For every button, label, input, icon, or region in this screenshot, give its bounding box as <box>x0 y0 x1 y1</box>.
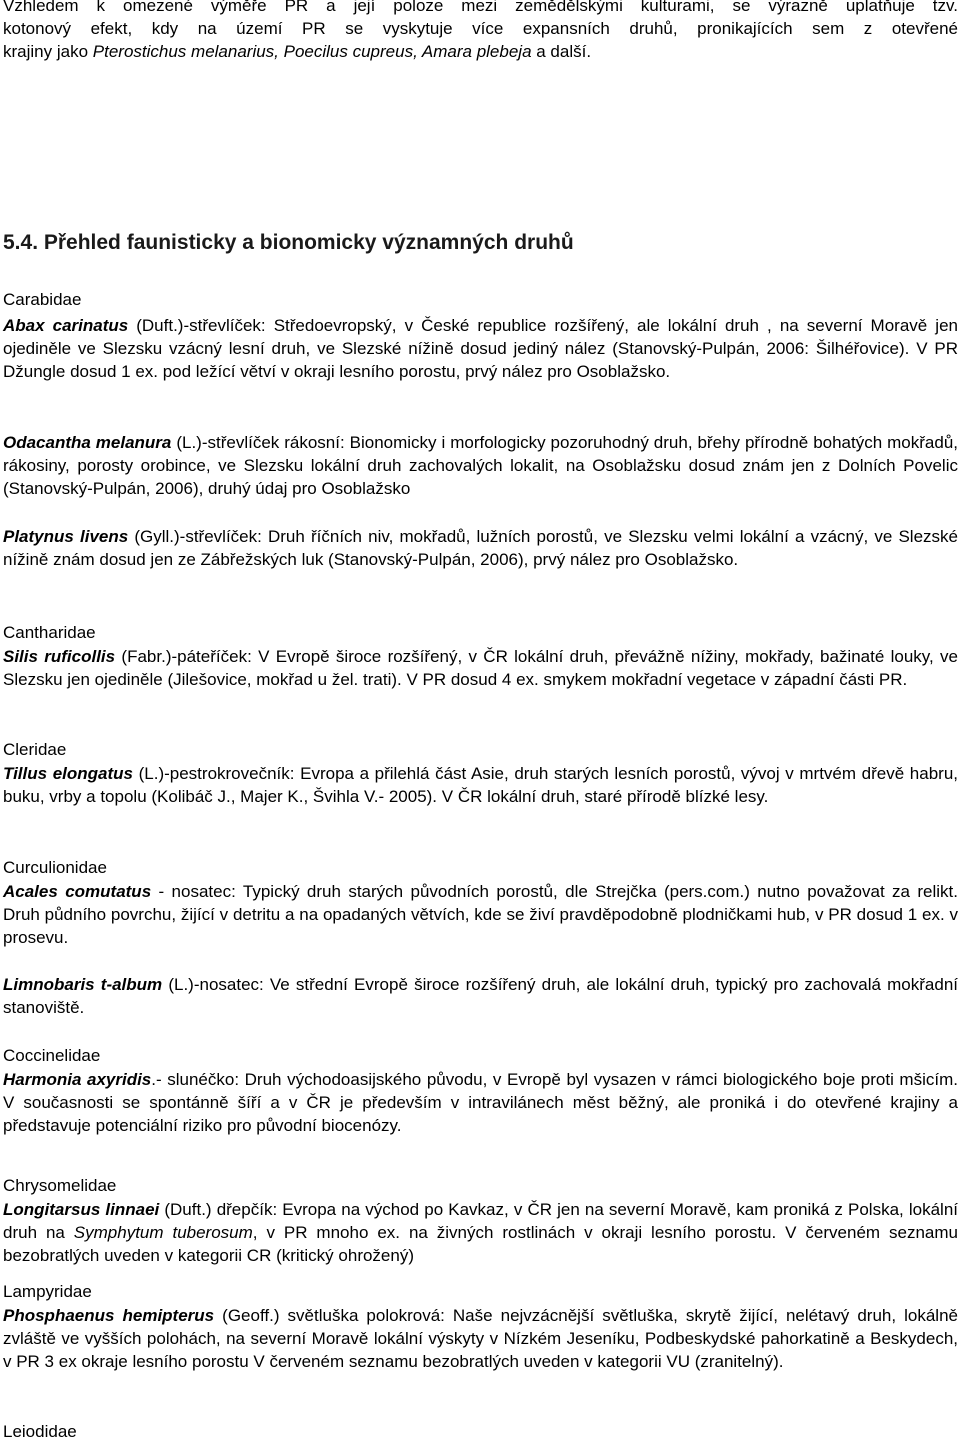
species-name: Longitarsus linnaei <box>3 1200 160 1219</box>
intro-line-1: Vzhledem k omezené výměře PR a její poloze mezi zemědělskými kulturami, se výrazně uplatňuje tzv. <box>3 0 958 15</box>
species-entry-limnobaris: Limnobaris t-album (L.)-nosatec: Ve střední Evropě široce rozšířený druh, ale lokální druh, typický pro zachovalá mokřadní stanoviště. <box>3 975 958 1017</box>
intro-paragraph <box>3 0 958 63</box>
species-name: Limnobaris t-album <box>3 975 163 994</box>
family-curculionidae: Curculionidae <box>3 858 107 877</box>
intro-line-2: kotonový efekt, kdy na území PR se vyskytuje více expansních druhů, pronikajících sem z otevřené <box>3 19 958 38</box>
host-plant-name: Symphytum tuberosum <box>73 1223 253 1242</box>
species-entry-longitarsus: Longitarsus linnaei (Duft.) dřepčík: Evropa na východ po Kavkaz, v ČR jen na severní Moravě, kam proniká z Polska, lokální druh na Symphytum tuberosum, v PR mnoho ex. na živných rostlinách v okraji lesního porostu. V červeném seznamu bezobratlých uveden v kategorii CR (kritický ohrožený) <box>3 1200 959 1265</box>
family-chrysomelidae: Chrysomelidae <box>3 1176 117 1195</box>
species-name: Platynus livens <box>3 527 129 546</box>
species-name: Phosphaenus hemipterus <box>3 1306 215 1325</box>
family-carabidae: Carabidae <box>3 290 82 309</box>
family-coccinelidae: Coccinelidae <box>3 1046 101 1065</box>
species-name: Silis ruficollis <box>3 647 116 666</box>
species-entry-odacantha: Odacantha melanura (L.)-střevlíček rákosní: Bionomicky i morfologicky pozoruhodný druh, břehy přírodně bohatých mokřadů, rákosiny, porosty orobince, ve Slezsku lokální druh zachovalých lokalit, na Osoblažsku dosud znám jen z Dolních Povelic (Stanovský-Pulpán, 2006), druhý údaj pro Osoblažsko <box>3 433 958 498</box>
family-lampyridae: Lampyridae <box>3 1282 92 1301</box>
species-entry-abax: Abax carinatus (Duft.)-střevlíček: Středoevropský, v České republice rozšířený, ale lokální druh , na severní Moravě jen ojediněle ve Slezsku vzácný lesní druh, ve Slezské nížině dosud jediný nález (Stanovský-Pulpán, 2006: Šilhéřovice). V PR Džungle dosud 1 ex. pod ležící větví v okraji lesního porostu, prvý nález pro Osoblažsko. <box>3 316 958 381</box>
species-entry-phosphaenus: Phosphaenus hemipterus (Geoff.) světluška polokrová: Naše nejvzácnější světluška, skrytě žijící, nelétavý druh, lokálně zvláště ve vyšších polohách, na severní Moravě lokální výskyty v Nízkém Jeseníku, Podbeskydské pahorkatině a Beskydech, v PR 3 ex okraje lesního porostu V červeném seznamu bezobratlých uveden v kategorii VU (zranitelný). <box>3 1306 958 1371</box>
species-name: Tillus elongatus <box>3 764 133 783</box>
species-list: Pterostichus melanarius, Poecilus cupreus, Amara plebeja <box>92 42 532 61</box>
species-name: Abax carinatus <box>3 316 129 335</box>
family-leiodidae: Leiodidae <box>3 1422 77 1441</box>
species-entry-acales: Acales comutatus - nosatec: Typický druh starých původních porostů, dle Strejčka (pers.com.) nutno považovat za relikt. Druh půdního povrchu, žijící v detritu a na opadaných větvích, kde se živí pravděpodobně plodničkami hub, v PR dosud 1 ex. v prosevu. <box>3 882 959 947</box>
species-name: Harmonia axyridis <box>3 1070 152 1089</box>
species-name: Odacantha melanura <box>3 433 172 452</box>
species-entry-harmonia: Harmonia axyridis.- slunéčko: Druh východoasijského původu, v Evropě byl vysazen v rámci biologického boje proti mšicím. V současnosti se spontánně šíří a v ČR je především v intravilánech měst běžný, ale proniká i do otevřené krajiny a představuje potenciální riziko pro původní biocenózy. <box>3 1070 958 1135</box>
section-heading: 5.4. Přehled faunisticky a bionomicky významných druhů <box>3 231 574 254</box>
species-entry-platynus: Platynus livens (Gyll.)-střevlíček: Druh říčních niv, mokřadů, lužních porostů, ve Slezsku velmi lokální a vzácný, ve Slezské nížině znám dosud jen ze Zábřežských luk (Stanovský-Pulpán, 2006), prvý nález pro Osoblažsko. <box>3 527 958 569</box>
family-cantharidae: Cantharidae <box>3 623 96 642</box>
species-entry-tillus: Tillus elongatus (L.)-pestrokrovečník: Evropa a přilehlá část Asie, druh starých lesních porostů, vývoj v mrtvém dřevě habru, buku, vrby a topolu (Kolibáč J., Majer K., Švihla V.- 2005). V ČR lokální druh, staré přírodě blízké lesy. <box>3 764 959 806</box>
intro-line-3: krajiny jako Pterostichus melanarius, Poecilus cupreus, Amara plebeja a další. <box>3 42 592 61</box>
family-cleridae: Cleridae <box>3 740 67 759</box>
species-name: Acales comutatus <box>3 882 152 901</box>
species-entry-silis: Silis ruficollis (Fabr.)-páteříček: V Evropě široce rozšířený, v ČR lokální druh, převážně nížiny, mokřady, bažinaté louky, ve Slezsku jen ojediněle (Jilešovice, mokřad u žel. trati). V PR dosud 4 ex. smykem mokřadní vegetace v západní části PR. <box>3 647 958 689</box>
